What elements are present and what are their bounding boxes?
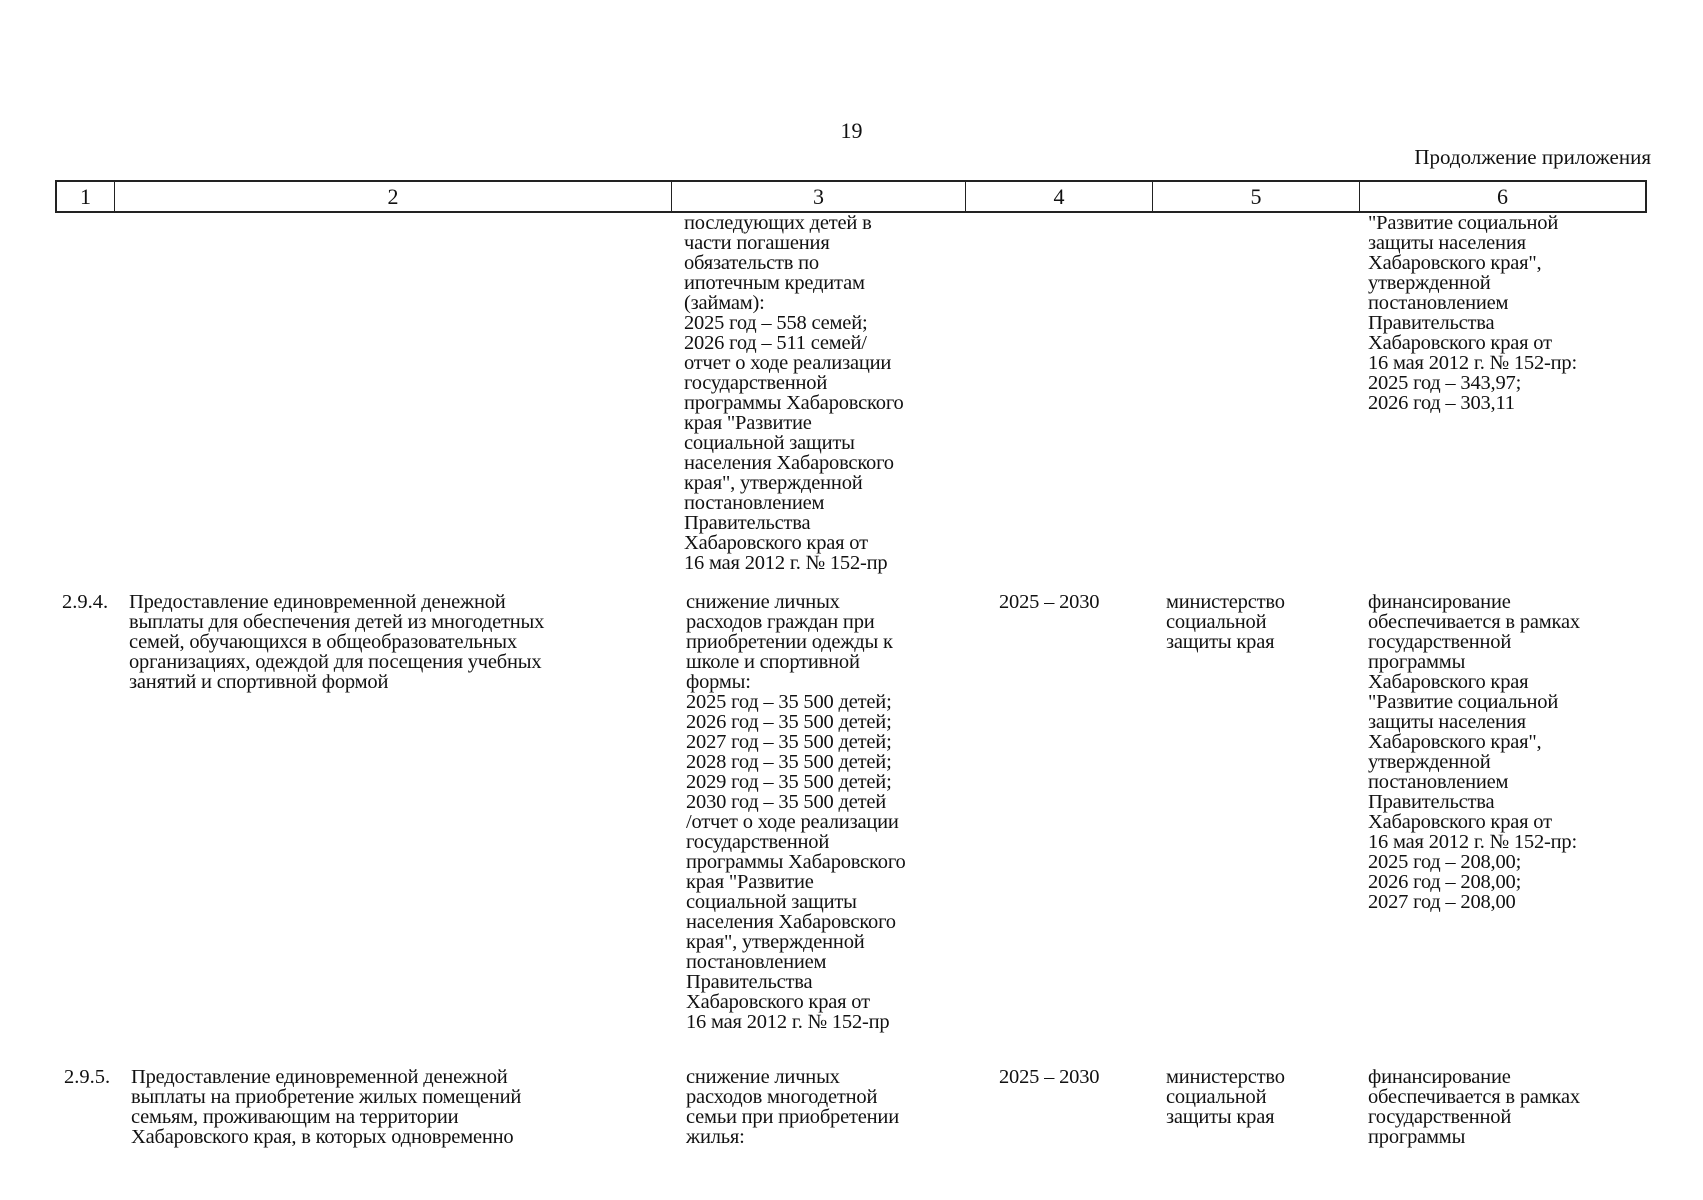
row-result-cell: снижение личных расходов многодетной семьи при приобретении жилья: [686, 1066, 899, 1148]
header-col-2: 2 [114, 182, 671, 211]
row-financing-cell: финансирование обеспечивается в рамках государственной программы Хабаровского края "Развитие социальной защиты населения Хабаровского края", утвержденной постановлением Правительства Хабаровского края от 16 мая 2012 г. № 152-пр: 2025 год – 208,00; 2026 год – 208,00; 2027 год – 208,00 [1368, 591, 1580, 913]
header-col-4: 4 [965, 182, 1152, 211]
header-col-6: 6 [1359, 182, 1645, 211]
table-header-row [55, 180, 1647, 213]
row-number: 2.9.4. [62, 591, 109, 613]
row-name-cell: Предоставление единовременной денежной выплаты на приобретение жилых помещений семьям, проживающим на территории Хабаровского края, в которых одновременно [131, 1066, 522, 1148]
row-period-cell: 2025 – 2030 [999, 1066, 1100, 1088]
row-result-cell: снижение личных расходов граждан при приобретении одежды к школе и спортивной формы: 2025 год – 35 500 детей; 2026 год – 35 500 детей; 2027 год – 35 500 детей; 2028 год – 35 500 детей; 2029 год – 35 500 детей; 2030 год – 35 500 детей /отчет о ходе реализации государственной программы Хабаровского края "Развитие социальной защиты населения Хабаровского края", утвержденной постановлением Правительства Хабаровского края от 16 мая 2012 г. № 152-пр [686, 591, 906, 1033]
row-executor-cell: министерство социальной защиты края [1166, 591, 1285, 653]
continuation-label: Продолжение приложения [1414, 145, 1651, 169]
row-period-cell: 2025 – 2030 [999, 591, 1100, 613]
row-executor-cell: министерство социальной защиты края [1166, 1066, 1285, 1128]
page-number: 19 [840, 118, 863, 143]
row-number: 2.9.5. [64, 1066, 111, 1088]
cont-financing-cell: "Развитие социальной защиты населения Хабаровского края", утвержденной постановлением Правительства Хабаровского края от 16 мая 2012 г. № 152-пр: 2025 год – 343,97; 2026 год – 303,11 [1368, 212, 1577, 414]
row-name-cell: Предоставление единовременной денежной выплаты для обеспечения детей из многодетных семей, обучающихся в общеобразовательных организациях, одеждой для посещения учебных занятий и спортивной формой [129, 591, 545, 693]
header-col-1: 1 [80, 184, 91, 209]
cont-result-cell: последующих детей в части погашения обязательств по ипотечным кредитам (займам): 2025 год – 558 семей; 2026 год – 511 семей/ отчет о ходе реализации государственной программы Хабаровского края "Развитие социальной защиты населения Хабаровского края", утвержденной постановлением Правительства Хабаровского края от 16 мая 2012 г. № 152-пр [684, 212, 904, 574]
row-financing-cell: финансирование обеспечивается в рамках государственной программы [1368, 1066, 1580, 1148]
header-col-5: 5 [1152, 182, 1359, 211]
header-col-3: 3 [671, 182, 965, 211]
